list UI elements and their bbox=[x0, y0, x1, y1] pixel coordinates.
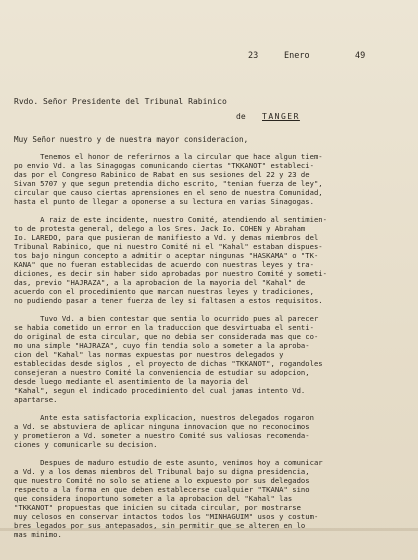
body-line: bres legados por sus antepasados, sin permitir que se alteren en lo bbox=[14, 521, 306, 530]
body-line: po envio Vd. a las Sinagogas comunicando ciertas "TKKANOT" estableci- bbox=[14, 161, 314, 170]
body-line: do original de esta circular, que no debia ser considerada mas que co- bbox=[14, 332, 319, 341]
body-line: mas minimo. bbox=[14, 530, 62, 539]
body-line: acuerdo con el procedimiento que marcan nuestras leyes y tradiciones, bbox=[14, 287, 314, 296]
body-line: a Vd. se abstuviera de aplicar ninguna innovacion que no reconocimos bbox=[14, 422, 310, 431]
body-line: das, previo "HAJRAZA", a la aprobacion de la mayoria del "Kahal" de bbox=[14, 278, 306, 287]
body-line: tos bajo ningun concepto a admitir o aceptar ningunas "HASKAMA" o "TK- bbox=[14, 251, 319, 260]
body-line: to de protesta general, delego a los Sres. Jack Io. COHEN y Abraham bbox=[14, 224, 306, 233]
body-line: que nuestro Comité no solo se atiene a lo expuesto por sus delegados bbox=[14, 476, 310, 485]
body-line: hasta el punto de llegar a oponerse a su lectura en varias Sinagogas. bbox=[14, 197, 314, 206]
salutation: Muy Señor nuestro y de nuestra mayor consideracion, bbox=[14, 135, 249, 144]
body-line: ciones y comunicarle su decision. bbox=[14, 440, 158, 449]
body-line: "TKKANOT" propuestas que inicien su citada circular, por mostrarse bbox=[14, 503, 301, 512]
body-line: circular que causo ciertas aprensiones en el seno de nuestra Comunidad, bbox=[14, 188, 323, 197]
body-line: consejeran a nuestro Comité la conveniencia de estudiar su adopcion, bbox=[14, 368, 310, 377]
body-line: desde luego mediante el asentimiento de la mayoria del bbox=[14, 377, 249, 386]
body-line: y prometieron a Vd. someter a nuestro Comité sus valiosas recomenda- bbox=[14, 431, 310, 440]
body-line: Tribunal Rabinico, que ni nuestro Comité ni el "Kahal" estaban dispues- bbox=[14, 242, 323, 251]
body-line: Io. LAREDO, para que pusieran de manifiesto a Vd. y demas miembros del bbox=[14, 233, 319, 242]
body-line: que considera inoportuno someter a la aprobacion del "Kahal" las bbox=[14, 494, 293, 503]
body-line: mo una simple "HAJRAZA", cuyo fin tendia solo a someter a la aproba- bbox=[14, 341, 310, 350]
body-line: apartarse. bbox=[14, 395, 58, 404]
addressee-prefix: de bbox=[236, 112, 246, 121]
body-line: "Kahal", segun el indicado procedimiento del cual jamas intento Vd. bbox=[14, 386, 306, 395]
body-line: establecidas desde siglos , el proyecto de dichas "TKKANOT", rogandoles bbox=[14, 359, 323, 368]
body-line: cion del "Kahal" las normas expuestas por nuestros delegados y bbox=[14, 350, 284, 359]
body-line: respecto a la forma en que deben establecerse cualquier "TKANA" sino bbox=[14, 485, 310, 494]
paper-fold bbox=[0, 528, 418, 531]
body-line: Sivan 5707 y que segun pretendia dicho escrito, "tenian fuerza de ley", bbox=[14, 179, 323, 188]
body-line: Tuvo Vd. a bien contestar que sentia lo ocurrido pues al parecer bbox=[14, 314, 319, 323]
body-line: se habia cometido un error en la traduccion que desvirtuaba el senti- bbox=[14, 323, 314, 332]
body-line: das por el Congreso Rabinico de Rabat en sus sesiones del 22 y 23 de bbox=[14, 170, 310, 179]
body-line: muy celosos en conservar intactos todos los "MINHAGUIM" usos y costum- bbox=[14, 512, 319, 521]
date-day: 23 bbox=[248, 51, 259, 61]
body-line: diciones, es decir sin haber sido aprobadas por nuestro Comité y someti- bbox=[14, 269, 328, 278]
body-line: KANA" que no fueran establecidas de acuerdo con nuestras leyes y tra- bbox=[14, 260, 314, 269]
body-line: Despues de maduro estudio de este asunto, venimos hoy a comunicar bbox=[14, 458, 323, 467]
date-month: Enero bbox=[284, 51, 310, 61]
addressee-line1: Rvdo. Señor Presidente del Tribunal Rabinico bbox=[14, 97, 227, 106]
body-line: a Vd. y a los demas miembros del Tribunal bajo su digna presidencia, bbox=[14, 467, 310, 476]
date-year: 49 bbox=[355, 51, 366, 61]
body-line: no pudiendo pasar a tener fuerza de ley si faltasen a estos requisitos. bbox=[14, 296, 323, 305]
body-line: Ante esta satisfactoria explicacion, nuestros delegados rogaron bbox=[14, 413, 314, 422]
body-line: A raiz de este incidente, nuestro Comité, atendiendo al sentimien- bbox=[14, 215, 328, 224]
addressee-city: TANGER bbox=[262, 112, 300, 121]
body-line: Tenemos el honor de referirnos a la circular que hace algun tiem- bbox=[14, 152, 323, 161]
